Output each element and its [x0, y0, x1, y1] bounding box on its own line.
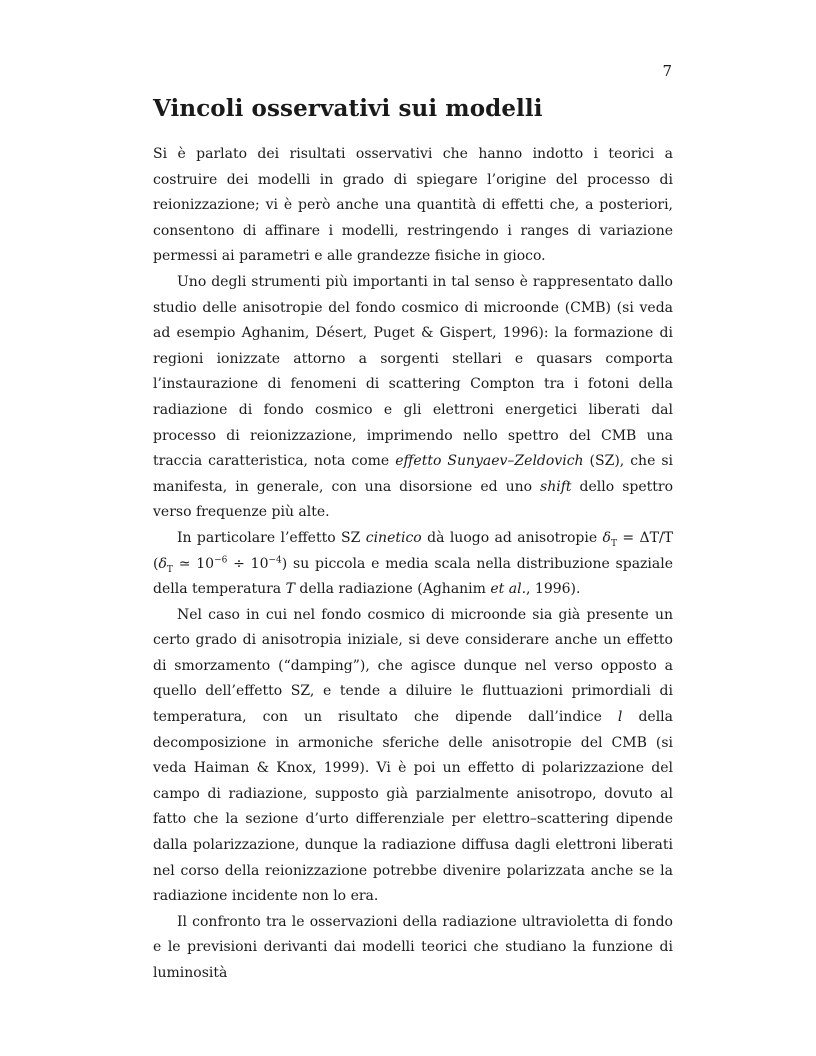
paragraph-4-text-a: Nel caso in cui nel fondo cosmico di microonde sia già presente un certo grado di anisotropia iniziale, si deve considerare anche un effetto di smorzamento (“damping”), che agisce dunque nel verso opposto a quello dell’effetto SZ, e tende a diluire le fluttuazioni primordiali di temperatura, con un risultato che dipende dall’indice: [153, 606, 673, 726]
et-al-term: et al.: [490, 581, 527, 598]
section-title: Vincoli osservativi sui modelli: [153, 95, 543, 122]
index-l-symbol: l: [617, 709, 623, 726]
paragraph-3-text-a: In particolare l’effetto SZ: [177, 529, 366, 546]
sunyaev-zeldovich-term: effetto Sunyaev–Zeldovich: [395, 453, 584, 470]
page-number: 7: [662, 62, 672, 80]
temperature-symbol: T: [285, 581, 295, 598]
paragraph-2-text-a: Uno degli strumenti più importanti in tal senso è rappresentato dallo studio delle anisotropie del fondo cosmico di microonde (CMB) (si veda ad esempio Aghanim, Désert, Puget & Gispert, 1996): la formazione di regioni ionizzate attorno a sorgenti stellari e quasars comporta l’instaurazione di fenomeni di scattering Compton tra i fotoni della radiazione di fondo cosmico e gli elettroni energetici liberati dal processo di reionizzazione, imprimendo nello spettro del CMB una traccia caratteristica, nota come: [153, 273, 673, 470]
paragraph-4: [153, 603, 673, 910]
paragraph-1: Si è parlato dei risultati osservativi che hanno indotto i teorici a costruire dei modelli in grado di spiegare l’origine del processo di reionizzazione; vi è però anche una quantità di effetti che, a posteriori, consentono di affinare i modelli, restringendo i ranges di variazione permessi ai parametri e alle grandezze fisiche in gioco.: [153, 146, 673, 265]
paragraph-3-text-g: ≃ 10: [172, 555, 215, 572]
paragraph-3-text-k: della radiazione (Aghanim: [294, 581, 491, 598]
delta-symbol: δ: [602, 529, 611, 546]
paragraph-4-text-c: della decomposizione in armoniche sferiche delle anisotropie del CMB (si veda Haiman & Knox, 1999). Vi è poi un effetto di polarizzazione del campo di radiazione, supposto già parzialmente anisotropo, dovuto al fatto che la sezione d’urto differenziale per elettro–scattering dipende dalla polarizzazione, dunque la radiazione diffusa dagli elettroni liberati nel corso della reionizzazione potrebbe divenire polarizzata anche se la radiazione incidente non lo era.: [153, 709, 673, 905]
shift-term: shift: [540, 478, 572, 495]
paragraph-2: [153, 270, 673, 526]
paragraph-3-text-m: , 1996).: [526, 581, 581, 598]
cinetico-term: cinetico: [365, 529, 422, 546]
paragraph-3-text-h: ÷ 10: [227, 555, 269, 572]
delta-subscript: T: [610, 538, 617, 549]
paragraph-2-text-c: (SZ), che si manifesta, in generale, con una disorsione ed uno: [153, 453, 673, 495]
paragraph-2-text-e: dello spettro verso frequenze più alte.: [153, 478, 673, 521]
delta-subscript-2: T: [166, 564, 173, 575]
body-text: [153, 142, 673, 987]
paragraph-3-text-i: ) su piccola e media scala nella distribuzione spaziale della temperatura: [153, 555, 674, 598]
exponent-1: −6: [214, 554, 228, 565]
paragraph-3-text-c: dà luogo ad anisotropie: [421, 529, 603, 546]
delta-symbol-2: δ: [158, 555, 167, 572]
exponent-2: −4: [268, 554, 282, 565]
paragraph-3: [153, 526, 673, 603]
paragraph-5: Il confronto tra le osservazioni della radiazione ultravioletta di fondo e le previsioni derivanti dai modelli teorici che studiano la funzione di luminosità: [153, 913, 673, 981]
paragraph-3-text-e: = ΔT/T (: [153, 529, 674, 572]
